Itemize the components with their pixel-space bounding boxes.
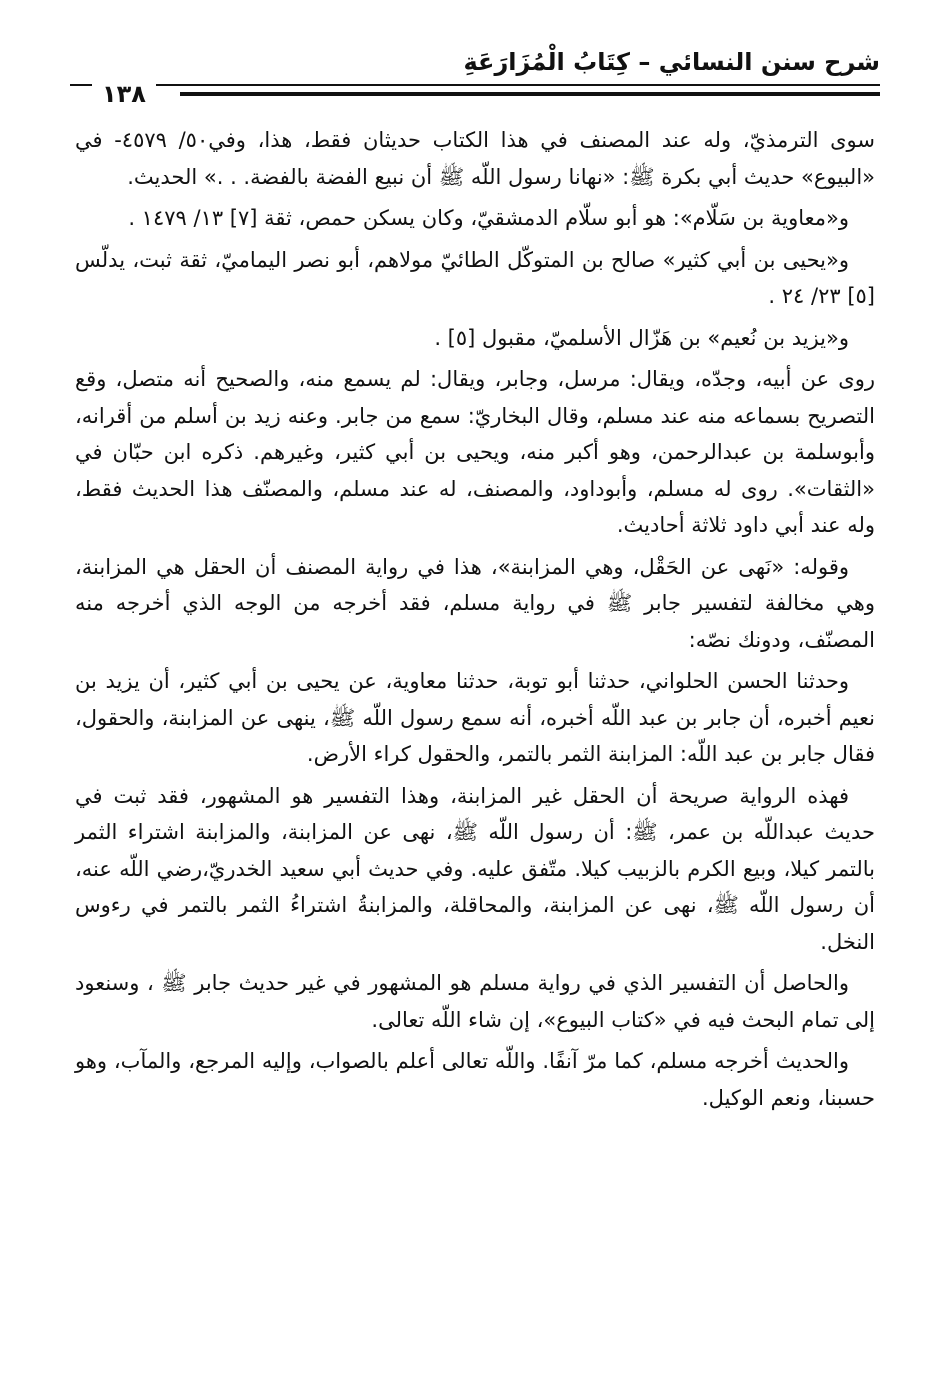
page-header — [70, 40, 880, 120]
paragraph: والحديث أخرجه مسلم، كما مرّ آنفًا. واللّه تعالى أعلم بالصواب، وإليه المرجع، والمآب، وهو حسبنا، ونعم الوكيل. — [75, 1049, 875, 1110]
header-rule — [70, 84, 880, 86]
running-title: شرح سنن النسائي – كِتَابُ الْمُزَارَعَةِ — [463, 48, 880, 76]
main-text — [75, 122, 875, 1302]
paragraph: و«يحيى بن أبي كثير» صالح بن المتوكّل الطائيّ مولاهم، أبو نصر اليماميّ، ثقة ثبت، يدلّس [٥] ٢٣/ ٢٤ . — [75, 247, 875, 308]
paragraph: وحدثنا الحسن الحلواني، حدثنا أبو توبة، حدثنا معاوية، عن يحيى بن أبي كثير، أن يزيد بن نعيم أخبره، أن جابر بن عبد اللّه أخبره، أنه سمع رسول اللّه ﷺ، ينهى عن المزابنة، والحقول، فقال جابر بن عبد اللّه: المزابنة الثمر بالتمر، والحقول كراء الأرض. — [75, 669, 875, 766]
header-thick-rule — [180, 92, 880, 96]
paragraph: و«معاوية بن سَلّام»: هو أبو سلّام الدمشقيّ، وكان يسكن حمص، ثقة [٧] ١٣/ ١٤٧٩ . — [128, 206, 849, 230]
paragraph: والحاصل أن التفسير الذي في رواية مسلم هو المشهور في غير حديث جابر ﷺ ، وسنعود إلى تمام البحث فيه في «كتاب البيوع»، إن شاء اللّه تعالى. — [75, 971, 875, 1032]
paragraph: روى عن أبيه، وجدّه، ويقال: مرسل، وجابر، ويقال: لم يسمع منه، والصحيح أنه متصل، وقع التصريح بسماعه منه عند مسلم، وقال البخاريّ: سمع من جابر. وعنه زيد بن أسلم من أقرانه، وأبوسلمة بن عبدالرحمن، وهو أكبر منه، ويحيى بن أبي كثير، وغيرهم. ذكره ابن حبّان في «الثقات». روى له مسلم، وأبوداود، والمصنف، له عند مسلم، والمصنّف هذا الحديث فقط، وله عند أبي داود ثلاثة أحاديث. — [75, 367, 875, 537]
paragraph: وقوله: «نَهى عن الحَقْل، وهي المزابنة»، هذا في رواية المصنف أن الحقل هي المزابنة، وهي مخالفة لتفسير جابر ﷺ في رواية مسلم، فقد أخرجه من الوجه الذي أخرجه منه المصنّف، ودونك نصّه: — [75, 554, 875, 652]
page-number: ١٣٨ — [92, 80, 156, 108]
paragraph: فهذه الرواية صريحة أن الحقل غير المزابنة، وهذا التفسير هو المشهور، فقد ثبت في حديث عبداللّه بن عمر، ﷺ: أن رسول اللّه ﷺ، نهى عن المزابنة، والمزابنة اشتراء الثمر بالتمر كيلا، وبيع الكرم بالزبيب كيلا. متّفق عليه. وفي حديث أبي سعيد الخدريّ،رضي اللّه عنه، أن رسول اللّه ﷺ، نهى عن المزابنة، والمحاقلة، والمزابنةُ اشتراءُ الثمر بالتمر في رءوس النخل. — [75, 783, 875, 954]
paragraph: سوى الترمذيّ، وله عند المصنف في هذا الكتاب حديثان فقط، هذا، وفي٥٠/ ٤٥٧٩- في «البيوع» حديث أبي بكرة ﷺ: «نهانا رسول اللّه ﷺ أن نبيع الفضة بالفضة. . .» الحديث. — [75, 128, 875, 189]
paragraph: و«يزيد بن نُعيم» بن هَزّال الأسلميّ، مقبول [٥] . — [434, 325, 849, 350]
